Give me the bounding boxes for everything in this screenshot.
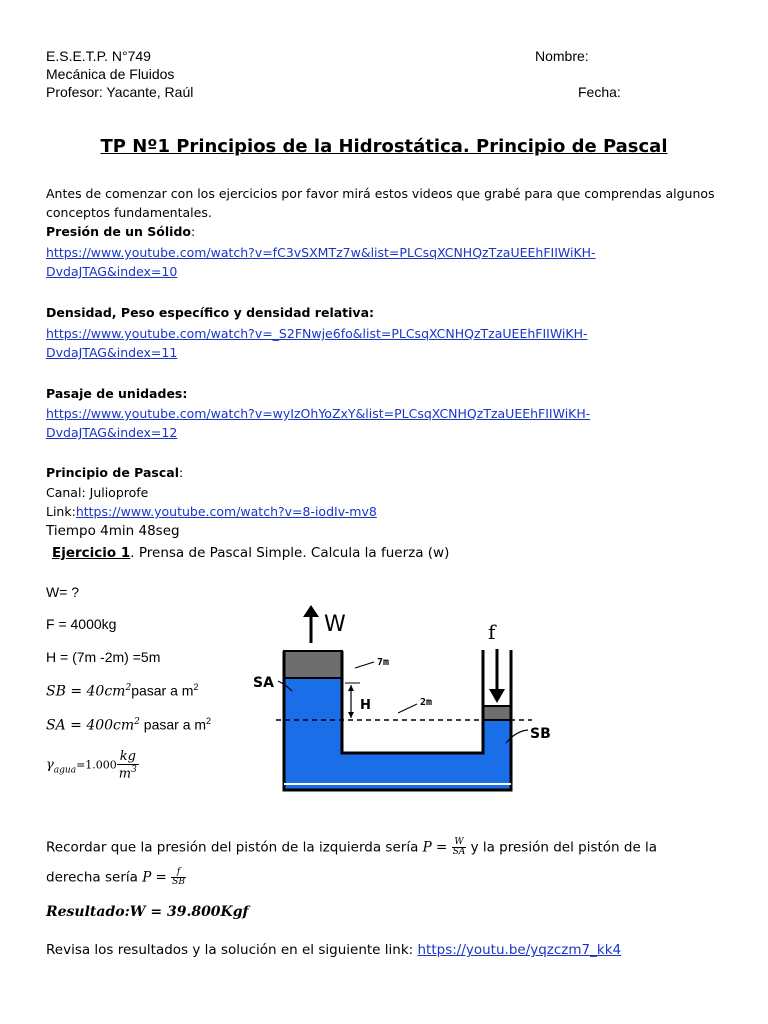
video-link-presion-line-2[interactable]: DvdaJTAG&index=10 (46, 264, 178, 279)
video-duration: Tiempo 4min 48seg (46, 523, 180, 539)
video-link-unidades-line-1[interactable]: https://www.youtube.com/watch?v=wyIzOhYoZxY&list=PLCsqXCNHQzTzaUEEhFIIWiKH- (46, 406, 591, 421)
right-piston (483, 706, 511, 720)
review-row: Revisa los resultados y la solución en el siguiente link: https://youtu.be/yqzczm7_kk4 (46, 942, 622, 958)
h-arrow-up-icon (348, 685, 354, 691)
video-link-pascal[interactable]: https://www.youtube.com/watch?v=8-iodIv-mv8 (75, 504, 377, 519)
given-sa: SA = $400cm^2$ pasar a $m^2$ (46, 716, 212, 734)
given-gamma: $\gamma_{agua}=1.000$ $\frac{kg}{m^3}$ (46, 749, 137, 782)
reminder-line-1: Recordar que la presión del pistón de la izquierda sería P = $\frac{W}{SA}$ y la presión del pistón de la (46, 837, 658, 857)
dim-2m-label: 2m (420, 697, 433, 708)
dim-7m-label: 7m (377, 657, 390, 668)
f-arrow-icon (489, 689, 505, 703)
section-heading-unidades: Pasaje de unidades: (46, 386, 188, 401)
result: Resultado:W = 39.800Kgf (46, 904, 249, 920)
school-name: E.S.E.T.P. N°749 (46, 48, 151, 64)
pascal-press-diagram (250, 605, 560, 805)
given-w: W= ? (46, 584, 80, 600)
exercise-1-heading: Ejercicio 1. Prensa de Pascal Simple. Calcula la fuerza (w) (52, 545, 450, 561)
w-label: W (324, 612, 346, 637)
name-label: Nombre: (535, 48, 589, 64)
page-title: TP Nº1 Principios de la Hidrostática. Principio de Pascal (100, 136, 668, 157)
dim-7m-pointer (355, 662, 374, 668)
video-link-densidad-line-1[interactable]: https://www.youtube.com/watch?v=_S2FNwje6fo&list=PLCsqXCNHQzTzaUEEhFIIWiKH- (46, 326, 588, 341)
solution-link[interactable]: https://youtu.be/yqzczm7_kk4 (417, 942, 622, 958)
reminder-line-2: derecha sería P = $\frac{f}{SB}$ (46, 867, 185, 887)
w-arrow-icon (303, 605, 319, 617)
video-link-densidad-line-2[interactable]: DvdaJTAG&index=11 (46, 345, 178, 360)
video-link-unidades-line-2[interactable]: DvdaJTAG&index=12 (46, 425, 178, 440)
section-heading-presion: Presión de un Sólido: (46, 224, 196, 239)
subject-name: Mecánica de Fluidos (46, 66, 175, 82)
given-h: H = (7m -2m) =5m (46, 649, 161, 665)
given-f: F = 4000kg (46, 616, 117, 632)
f-label: f (488, 620, 496, 644)
h-arrow-down-icon (348, 712, 354, 718)
h-label: H (360, 698, 371, 713)
intro-line-2: conceptos fundamentales. (46, 205, 212, 220)
sb-label: SB (530, 726, 551, 742)
channel-name: Canal: Julioprofe (46, 485, 149, 500)
video-link-presion-line-1[interactable]: https://www.youtube.com/watch?v=fC3vSXMTz7w&list=PLCsqXCNHQzTzaUEEhFIIWiKH- (46, 245, 596, 260)
intro-line-1: Antes de comenzar con los ejercicios por favor mirá estos videos que grabé para que comprendas algunos (46, 186, 715, 201)
section-heading-pascal: Principio de Pascal: (46, 465, 184, 480)
left-piston (284, 651, 342, 678)
sa-label: SA (253, 675, 274, 691)
pascal-link-row: Link:https://www.youtube.com/watch?v=8-iodIv-mv8 (46, 504, 377, 519)
dim-2m-pointer (398, 704, 417, 713)
section-heading-densidad: Densidad, Peso específico y densidad relativa: (46, 305, 375, 320)
given-sb: SB = $40cm^2pasar$ a $m^2$ (46, 682, 199, 700)
right-fluid (483, 719, 511, 790)
teacher-name: Profesor: Yacante, Raúl (46, 84, 194, 100)
date-label: Fecha: (578, 84, 621, 100)
